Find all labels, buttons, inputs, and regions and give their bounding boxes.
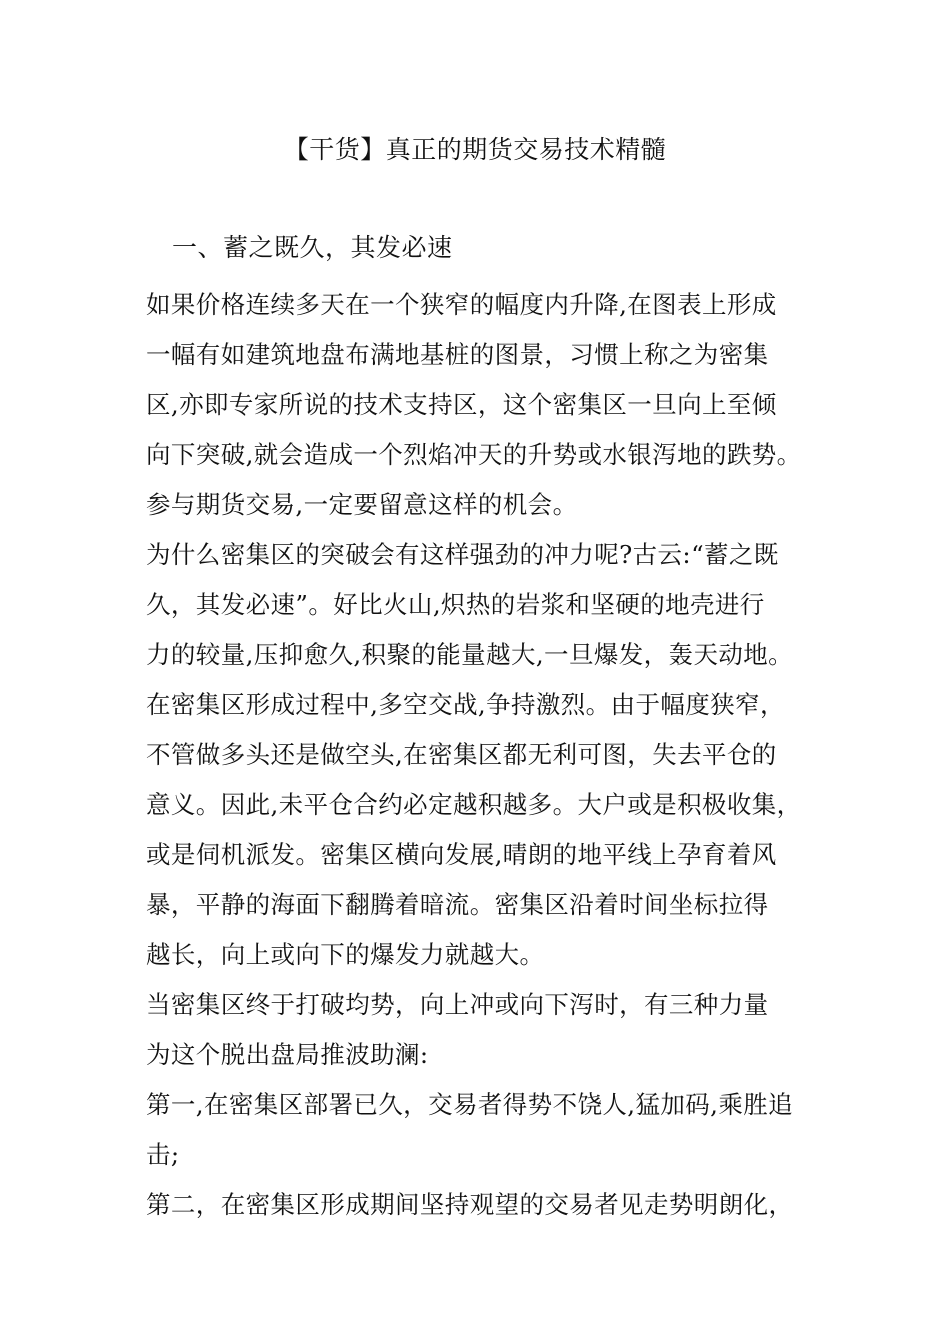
- text-line: 参与期货交易,一定要留意这样的机会。: [146, 490, 578, 519]
- text-line: 如果价格连续多天在一个狭窄的幅度内升降,在图表上形成: [146, 290, 777, 319]
- body-text: [146, 280, 816, 1230]
- text-line: 一幅有如建筑地盘布满地基桩的图景，习惯上称之为密集: [146, 340, 769, 369]
- text-line: 不管做多头还是做空头,在密集区都无利可图，失去平仓的: [146, 740, 777, 769]
- text-line: 当密集区终于打破均势，向上冲或向下泻时，有三种力量: [146, 990, 769, 1019]
- document-title: 【干货】真正的期货交易技术精髓: [283, 135, 667, 164]
- text-line: 击;: [146, 1140, 180, 1169]
- text-line: 在密集区形成过程中,多空交战,争持激烈。由于幅度狭窄，: [146, 690, 785, 719]
- text-line: 为这个脱出盘局推波助澜:: [146, 1040, 429, 1069]
- section-heading: 一、蓄之既久，其发必速: [172, 233, 453, 262]
- text-line: 第二，在密集区形成期间坚持观望的交易者见走势明朗化，: [146, 1190, 794, 1219]
- text-line: 越长，向上或向下的爆发力就越大。: [146, 940, 545, 969]
- text-line: 向下突破,就会造成一个烈焰冲天的升势或水银泻地的跌势。: [146, 440, 802, 469]
- text-line: 或是伺机派发。密集区横向发展,晴朗的地平线上孕育着风: [146, 840, 777, 869]
- text-line: 第一,在密集区部署已久，交易者得势不饶人,猛加码,乘胜追: [146, 1090, 794, 1119]
- text-line: 为什么密集区的突破会有这样强劲的冲力呢?古云:“蓄之既: [146, 540, 779, 569]
- text-line: 久，其发必速”。好比火山,炽热的岩浆和坚硬的地壳进行: [146, 590, 765, 619]
- text-line: 区,亦即专家所说的技术支持区，这个密集区一旦向上至倾: [146, 390, 777, 419]
- text-line: 暴，平静的海面下翻腾着暗流。密集区沿着时间坐标拉得: [146, 890, 769, 919]
- text-line: 意义。因此,未平仓合约必定越积越多。大户或是积极收集，: [146, 790, 802, 819]
- text-line: 力的较量,压抑愈久,积聚的能量越大,一旦爆发，轰天动地。: [146, 640, 794, 669]
